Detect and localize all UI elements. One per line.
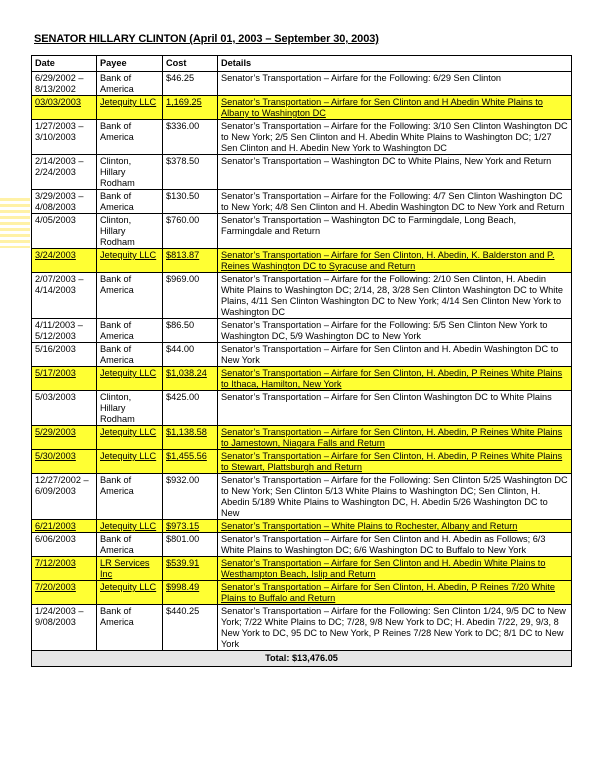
- details-text: Senator’s Transportation – Washington DC to Farmingdale, Long Beach, Farmingdale and Return: [221, 215, 517, 236]
- cell-payee: [97, 581, 163, 605]
- details-text: Senator’s Transportation – Washington DC to White Plains, New York and Return: [221, 156, 552, 166]
- cell-payee: [97, 72, 163, 96]
- scan-mark: [0, 198, 30, 248]
- cost-text: $998.49: [166, 582, 200, 592]
- date-text: 2/14/2003 – 2/24/2003: [35, 156, 84, 177]
- cell-date: [32, 155, 97, 190]
- cell-cost: [163, 605, 218, 651]
- cell-date: [32, 581, 97, 605]
- date-text: 1/24/2003 – 9/08/2003: [35, 606, 84, 627]
- date-text: 3/29/2003 – 4/08/2003: [35, 191, 84, 212]
- cell-cost: [163, 120, 218, 155]
- cost-text: $969.00: [166, 274, 200, 284]
- cost-text: $973.15: [166, 521, 200, 531]
- cell-cost: [163, 214, 218, 249]
- date-text: 4/05/2003: [35, 215, 76, 225]
- details-text: Senator’s Transportation – Airfare for Sen Clinton, H. Abedin, P Reines White Plains to Jamestown, Niagara Falls and Return: [221, 427, 563, 448]
- table-row: [32, 343, 572, 367]
- payee-text: Jetequity LLC: [100, 582, 157, 592]
- header-payee: Payee: [97, 56, 163, 72]
- cell-payee: [97, 249, 163, 273]
- payee-text: Jetequity LLC: [100, 368, 157, 378]
- details-text: Senator’s Transportation – Airfare for the Following: 4/7 Sen Clinton Washington DC to New York; 4/8 Sen Clinton and H. Abedin Washington DC to New York and Return: [221, 191, 565, 212]
- details-text: Senator’s Transportation – Airfare for Sen Clinton, H. Abedin, K. Balderston and P. Reines Washington DC to Syracuse and Return: [221, 250, 555, 271]
- payee-text: Jetequity LLC: [100, 427, 157, 437]
- details-text: Senator’s Transportation – White Plains to Rochester, Albany and Return: [221, 521, 518, 531]
- cell-payee: [97, 367, 163, 391]
- cost-text: $1,455.56: [166, 451, 207, 461]
- payee-text: Clinton, Hillary Rodham: [100, 156, 135, 188]
- cell-details: [218, 450, 572, 474]
- cell-details: [218, 391, 572, 426]
- total-row: [32, 651, 572, 667]
- header-cost: Cost: [163, 56, 218, 72]
- date-text: 6/06/2003: [35, 534, 76, 544]
- cost-text: $130.50: [166, 191, 200, 201]
- cell-date: [32, 391, 97, 426]
- table-row: [32, 557, 572, 581]
- cell-cost: [163, 155, 218, 190]
- cell-payee: [97, 120, 163, 155]
- table-row: [32, 190, 572, 214]
- date-text: 2/07/2003 – 4/14/2003: [35, 274, 84, 295]
- date-text: 3/24/2003: [35, 250, 76, 260]
- cell-date: [32, 605, 97, 651]
- cell-cost: [163, 474, 218, 520]
- payee-text: Bank of America: [100, 606, 134, 627]
- total-value: Total: $13,476.05: [32, 651, 572, 667]
- cell-payee: [97, 520, 163, 533]
- cell-date: [32, 426, 97, 450]
- details-text: Senator’s Transportation – Airfare for the Following: 5/5 Sen Clinton New York to Washington DC, 5/9 Washington DC to New York: [221, 320, 548, 341]
- payee-text: Bank of America: [100, 274, 134, 295]
- table-row: [32, 450, 572, 474]
- cell-payee: [97, 450, 163, 474]
- cell-payee: [97, 391, 163, 426]
- date-text: 5/29/2003: [35, 427, 76, 437]
- cell-details: [218, 319, 572, 343]
- cell-payee: [97, 273, 163, 319]
- cell-cost: [163, 190, 218, 214]
- cell-cost: [163, 426, 218, 450]
- cell-date: [32, 367, 97, 391]
- table-row: [32, 605, 572, 651]
- payee-text: Jetequity LLC: [100, 521, 157, 531]
- cell-cost: [163, 72, 218, 96]
- cost-text: $378.50: [166, 156, 200, 166]
- date-text: 4/11/2003 – 5/12/2003: [35, 320, 83, 341]
- cell-cost: [163, 557, 218, 581]
- cell-payee: [97, 605, 163, 651]
- table-row: [32, 72, 572, 96]
- details-text: Senator’s Transportation – Airfare for the Following: 2/10 Sen Clinton, H. Abedin White Plains to Washington DC; 2/14, 28, 3/28 Sen Clinton Washington DC to White Plains, 4/11 Sen Clinton Washington DC to New York; 4/14 Sen Clinton New York to Washington DC: [221, 274, 563, 317]
- cell-date: [32, 273, 97, 319]
- cell-payee: [97, 214, 163, 249]
- table-row: [32, 533, 572, 557]
- cost-text: $336.00: [166, 121, 200, 131]
- cell-cost: [163, 343, 218, 367]
- table-row: [32, 214, 572, 249]
- cost-text: $932.00: [166, 475, 200, 485]
- cost-text: $86.50: [166, 320, 195, 330]
- cell-details: [218, 533, 572, 557]
- page-title: SENATOR HILLARY CLINTON (April 01, 2003 – September 30, 2003): [34, 33, 379, 45]
- table-row: [32, 273, 572, 319]
- cost-text: $801.00: [166, 534, 200, 544]
- cost-text: $425.00: [166, 392, 200, 402]
- payee-text: LR Services Inc: [100, 558, 150, 579]
- cost-text: $539.91: [166, 558, 200, 568]
- table-row: [32, 120, 572, 155]
- payee-text: Clinton, Hillary Rodham: [100, 215, 135, 247]
- table-row: [32, 391, 572, 426]
- cost-text: $760.00: [166, 215, 200, 225]
- cell-payee: [97, 319, 163, 343]
- table-row: [32, 520, 572, 533]
- date-text: 7/12/2003: [35, 558, 76, 568]
- details-text: Senator’s Transportation – Airfare for the Following: Sen Clinton 5/25 Washington DC to New York; Sen Clinton 5/13 White Plains to Washington DC; Sen Clinton, H. Abedin 5/189 White Plains to Washington DC, H. Abedin 5/26 Washington DC to New: [221, 475, 568, 518]
- cell-date: [32, 474, 97, 520]
- cell-details: [218, 367, 572, 391]
- table-row: [32, 367, 572, 391]
- payee-text: Jetequity LLC: [100, 250, 157, 260]
- cell-details: [218, 155, 572, 190]
- cell-details: [218, 520, 572, 533]
- cell-details: [218, 190, 572, 214]
- date-text: 5/30/2003: [35, 451, 76, 461]
- cell-cost: [163, 367, 218, 391]
- cell-date: [32, 343, 97, 367]
- payee-text: Clinton, Hillary Rodham: [100, 392, 135, 424]
- header-details: Details: [218, 56, 572, 72]
- cell-details: [218, 343, 572, 367]
- details-text: Senator’s Transportation – Airfare for Sen Clinton, H. Abedin, P Reines White Plains to Ithaca, Hamilton, New York: [221, 368, 563, 389]
- payee-text: Bank of America: [100, 73, 134, 94]
- date-text: 6/29/2002 – 8/13/2002: [35, 73, 84, 94]
- payee-text: Bank of America: [100, 344, 134, 365]
- details-text: Senator’s Transportation – Airfare for the Following: 3/10 Sen Clinton Washington DC to New York; 2/5 Sen Clinton and H. Abedin White Plains to Washington DC; 1/27 Sen Clinton and H. Abedin New York to Washington DC: [221, 121, 568, 153]
- cell-details: [218, 273, 572, 319]
- cell-details: [218, 557, 572, 581]
- cell-details: [218, 120, 572, 155]
- cell-payee: [97, 557, 163, 581]
- cell-date: [32, 319, 97, 343]
- payee-text: Bank of America: [100, 475, 134, 496]
- cell-details: [218, 581, 572, 605]
- cell-payee: [97, 343, 163, 367]
- header-date: Date: [32, 56, 97, 72]
- date-text: 7/20/2003: [35, 582, 76, 592]
- cell-date: [32, 557, 97, 581]
- cost-text: $46.25: [166, 73, 195, 83]
- cell-date: [32, 520, 97, 533]
- cell-details: [218, 249, 572, 273]
- payee-text: Bank of America: [100, 121, 134, 142]
- details-text: Senator’s Transportation – Airfare for Sen Clinton, H. Abedin, P Reines 7/20 White Plains to Buffalo and Return: [221, 582, 556, 603]
- cost-text: $1,038.24: [166, 368, 207, 378]
- cost-text: $440.25: [166, 606, 200, 616]
- date-text: 1/27/2003 – 3/10/2003: [35, 121, 84, 142]
- cell-date: [32, 214, 97, 249]
- date-text: 5/16/2003: [35, 344, 76, 354]
- table-row: [32, 319, 572, 343]
- table-row: [32, 155, 572, 190]
- details-text: Senator’s Transportation – Airfare for the Following: Sen Clinton 1/24, 9/5 DC to New York; 7/22 White Plains to DC; 7/28, 9/8 New York to DC; H. Abedin 7/22, 29, 9/3, 8 New York to DC, 95 DC to New York, P Reines 7/28 New York to DC; 8/1 DC to New York: [221, 606, 566, 649]
- details-text: Senator’s Transportation – Airfare for Sen Clinton and H. Abedin as Follows; 6/3 White Plains to Washington DC; 6/6 Washington DC to Buffalo to New York: [221, 534, 546, 555]
- details-text: Senator’s Transportation – Airfare for the Following: 6/29 Sen Clinton: [221, 73, 502, 83]
- cell-cost: [163, 319, 218, 343]
- date-text: 03/03/2003: [35, 97, 81, 107]
- cell-date: [32, 72, 97, 96]
- details-text: Senator’s Transportation – Airfare for Sen Clinton and H Abedin White Plains to Albany to Washington DC: [221, 97, 543, 118]
- cell-payee: [97, 155, 163, 190]
- expense-table: [31, 55, 572, 667]
- cell-details: [218, 96, 572, 120]
- date-text: 6/21/2003: [35, 521, 76, 531]
- cost-text: $813.87: [166, 250, 200, 260]
- table-row: [32, 474, 572, 520]
- cell-date: [32, 96, 97, 120]
- cell-payee: [97, 533, 163, 557]
- cell-details: [218, 605, 572, 651]
- date-text: 12/27/2002 – 6/09/2003: [35, 475, 89, 496]
- cell-payee: [97, 474, 163, 520]
- date-text: 5/03/2003: [35, 392, 76, 402]
- cell-cost: [163, 96, 218, 120]
- details-text: Senator’s Transportation – Airfare for Sen Clinton, H. Abedin, P Reines White Plains to Stewart, Plattsburgh and Return: [221, 451, 563, 472]
- details-text: Senator’s Transportation – Airfare for Sen Clinton and H. Abedin White Plains to Westhampton Beach, Islip and Return: [221, 558, 546, 579]
- payee-text: Bank of America: [100, 534, 134, 555]
- cell-date: [32, 190, 97, 214]
- cell-details: [218, 426, 572, 450]
- table-row: [32, 581, 572, 605]
- cell-date: [32, 249, 97, 273]
- cost-text: $1,138.58: [166, 427, 207, 437]
- table-row: [32, 96, 572, 120]
- cell-cost: [163, 581, 218, 605]
- payee-text: Jetequity LLC: [100, 97, 157, 107]
- cost-text: $44.00: [166, 344, 195, 354]
- cell-cost: [163, 273, 218, 319]
- payee-text: Bank of America: [100, 191, 134, 212]
- payee-text: Jetequity LLC: [100, 451, 157, 461]
- table-header-row: [32, 56, 572, 72]
- cell-date: [32, 450, 97, 474]
- cell-payee: [97, 426, 163, 450]
- details-text: Senator’s Transportation – Airfare for Sen Clinton and H. Abedin Washington DC to New York: [221, 344, 559, 365]
- details-text: Senator’s Transportation – Airfare for Sen Clinton Washington DC to White Plains: [221, 392, 552, 402]
- cost-text: 1,169.25: [166, 97, 202, 107]
- cell-cost: [163, 520, 218, 533]
- cell-cost: [163, 391, 218, 426]
- cell-cost: [163, 450, 218, 474]
- cell-payee: [97, 190, 163, 214]
- payee-text: Bank of America: [100, 320, 134, 341]
- table-row: [32, 249, 572, 273]
- cell-date: [32, 120, 97, 155]
- cell-date: [32, 533, 97, 557]
- cell-cost: [163, 533, 218, 557]
- cell-details: [218, 72, 572, 96]
- cell-details: [218, 214, 572, 249]
- cell-payee: [97, 96, 163, 120]
- date-text: 5/17/2003: [35, 368, 76, 378]
- table-row: [32, 426, 572, 450]
- cell-cost: [163, 249, 218, 273]
- cell-details: [218, 474, 572, 520]
